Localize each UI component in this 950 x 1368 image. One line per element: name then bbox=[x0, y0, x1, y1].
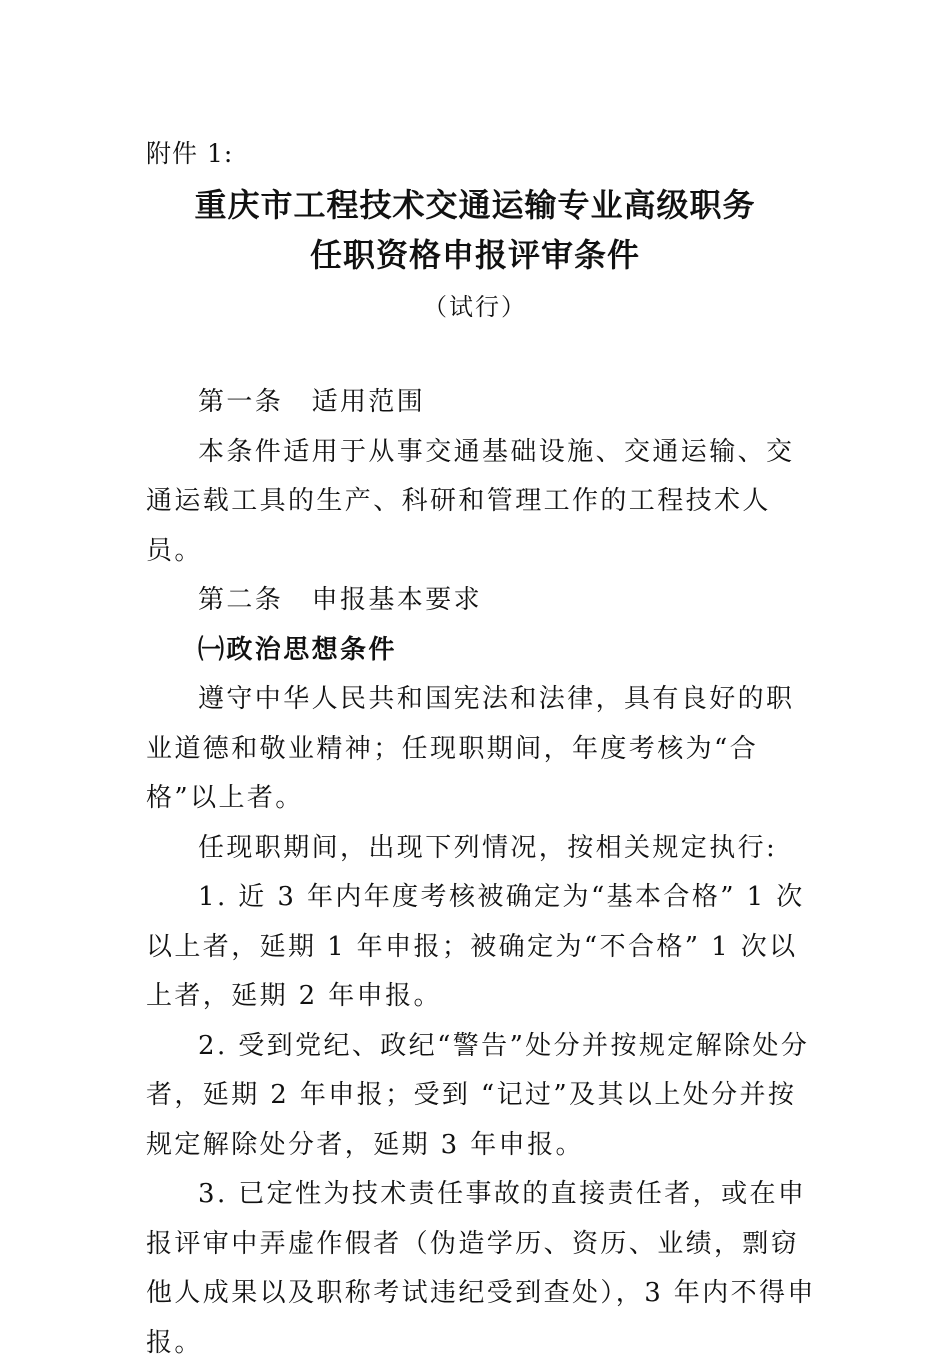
section-1-note: 任现职期间，出现下列情况，按相关规定执行: bbox=[198, 832, 778, 863]
article-1-body: 本条件适用于从事交通基础设施、交通运输、交通运载工具的生产、科研和管理工作的工程技术人员。 bbox=[146, 436, 795, 566]
document-subtitle: （试行） bbox=[423, 293, 527, 321]
list-item-2: 2. 受到党纪、政纪“警告”处分并按规定解除处分者，延期 2 年申报；受到 “记过”及其以上处分并按规定解除处分者，延期 3 年申报。 bbox=[146, 1030, 810, 1160]
document-title-line-1: 重庆市工程技术交通运输专业高级职务 bbox=[194, 186, 756, 224]
section-1-heading: ㈠政治思想条件 bbox=[198, 634, 397, 665]
document-title-line-2: 任职资格申报评审条件 bbox=[309, 236, 640, 274]
list-item-1: 1. 近 3 年内年度考核被确定为“基本合格” 1 次以上者，延期 1 年申报；被确定为“不合格” 1 次以上者，延期 2 年申报。 bbox=[146, 882, 805, 1011]
article-1-heading: 第一条 适用范围 bbox=[198, 387, 426, 417]
section-1-body: 遵守中华人民共和国宪法和法律，具有良好的职业道德和敬业精神；任现职期间，年度考核为“合格”以上者。 bbox=[146, 684, 795, 813]
article-2-heading: 第二条 申报基本要求 bbox=[198, 585, 483, 615]
document-body bbox=[146, 378, 816, 1368]
attachment-label: 附件 1: bbox=[146, 139, 234, 168]
list-item-3: 3. 已定性为技术责任事故的直接责任者，或在申报评审中弄虚作假者（伪造学历、资历、业绩，剽窃他人成果以及职称考试违纪受到查处），3 年内不得申报。 bbox=[146, 1179, 816, 1358]
